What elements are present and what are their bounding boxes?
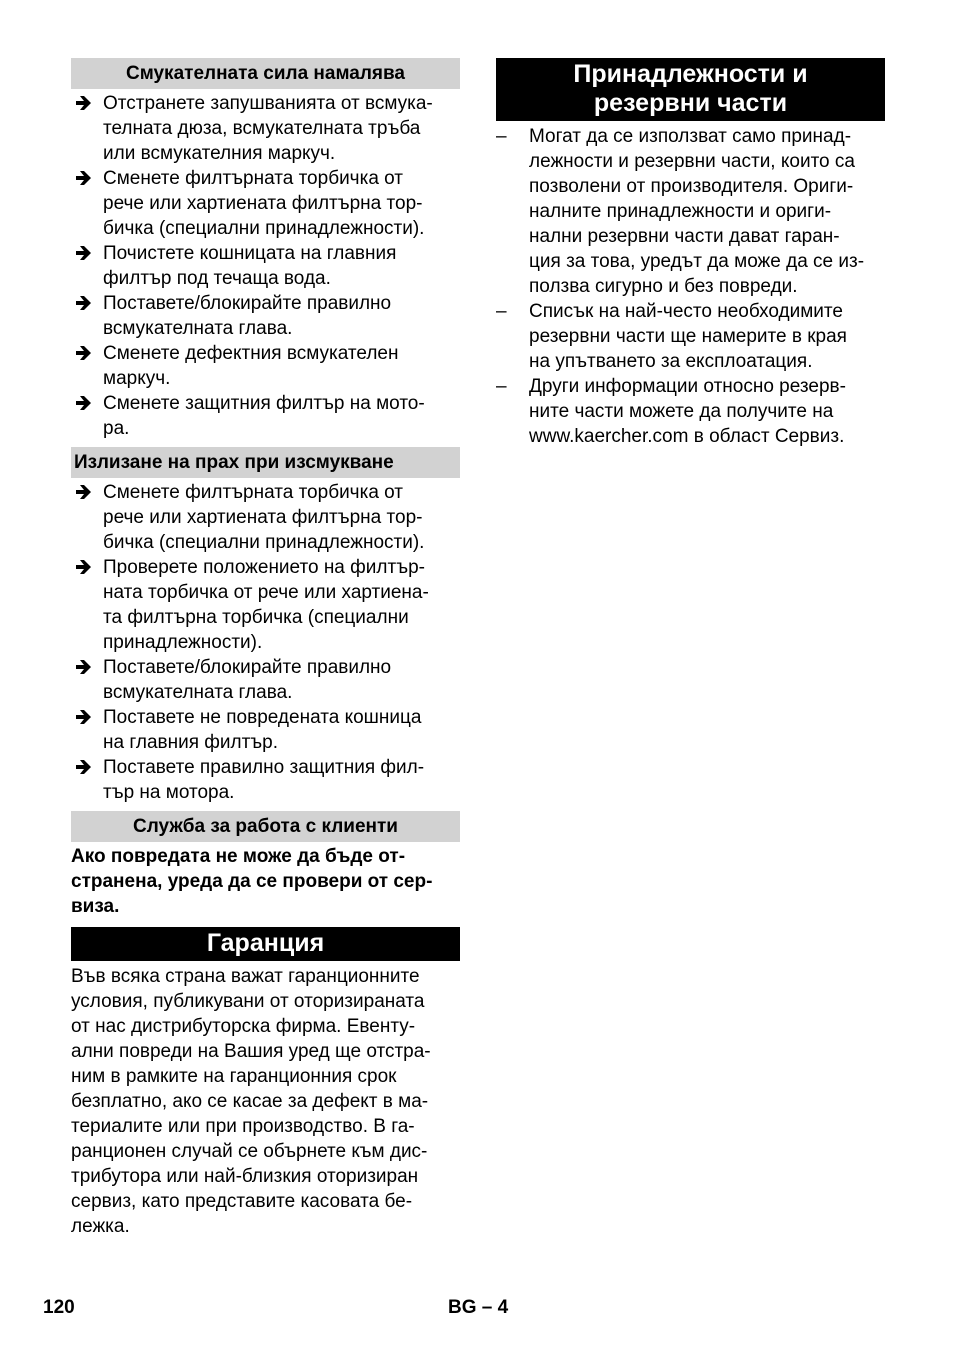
- dust-list: [71, 480, 460, 805]
- list-item-line: бичка (специални принадлежности).: [103, 532, 425, 553]
- warranty-line: сервиз, като представите касовата бе-: [71, 1191, 413, 1212]
- list-item-line: филтър под течаща вода.: [103, 268, 331, 289]
- dash-bullet: –: [496, 126, 507, 147]
- list-item-line: та филтърна торбичка (специални: [103, 607, 409, 628]
- section-heading-warranty: Гаранция: [71, 927, 460, 961]
- service-line: виза.: [71, 896, 120, 917]
- list-item: [71, 91, 460, 166]
- warranty-line: териалите или при производство. В га-: [71, 1116, 415, 1137]
- arrow-right-icon: [75, 293, 93, 313]
- list-item-line: на главния филтър.: [103, 732, 279, 753]
- warranty-line: лежка.: [71, 1216, 130, 1237]
- list-item-line: ната торбичка от рече или хартиена-: [103, 582, 429, 603]
- list-item: [71, 480, 460, 555]
- arrow-right-icon: [75, 557, 93, 577]
- list-item-line: Поставете правилно защитния фил-: [103, 757, 425, 778]
- list-item-line: Списък на най-често необходимите: [529, 301, 843, 322]
- list-item-line: Сменете дефектния всмукателен: [103, 343, 399, 364]
- page-number: 120: [43, 1297, 75, 1318]
- list-item-line: рече или хартиената филтърна тор-: [103, 193, 423, 214]
- list-item-line: всмукателната глава.: [103, 682, 293, 703]
- warranty-line: ним в рамките на гаранционния срок: [71, 1066, 397, 1087]
- warranty-line: Във всяка страна важат гаранционните: [71, 966, 420, 987]
- left-column: [71, 58, 460, 1239]
- section-label: BG – 4: [448, 1297, 509, 1318]
- list-item-line: Сменете защитния филтър на мото-: [103, 393, 425, 414]
- list-item-line: позволени от производителя. Ориги-: [529, 176, 854, 197]
- warranty-line: условия, публикувани от оторизираната: [71, 991, 425, 1012]
- list-item-line: налните принадлежности и ориги-: [529, 201, 832, 222]
- list-item: [71, 755, 460, 805]
- section-heading-accessories: [496, 58, 885, 121]
- list-item-line: ните части можете да получите на: [529, 401, 834, 422]
- list-item-line: телната дюза, всмукателната тръба: [103, 118, 421, 139]
- list-item: [496, 374, 885, 449]
- right-column: [496, 58, 885, 449]
- section-heading-suction: Смукателната сила намалява: [71, 58, 460, 89]
- service-paragraph: [71, 844, 460, 919]
- list-item-line: лежности и резервни части, които са: [529, 151, 855, 172]
- list-item: [496, 299, 885, 374]
- list-item-line: ползва сигурно и без повреди.: [529, 276, 798, 297]
- accessories-heading-line: Принадлежности и: [573, 60, 808, 88]
- list-item: [71, 241, 460, 291]
- list-item-line: ра.: [103, 418, 130, 439]
- section-heading-service: Служба за работа с клиенти: [71, 811, 460, 842]
- service-line: странена, уреда да се провери от сер-: [71, 871, 433, 892]
- warranty-line: ални повреди на Вашия уред ще отстра-: [71, 1041, 431, 1062]
- list-item-line: Сменете филтърната торбичка от: [103, 482, 404, 503]
- list-item: [71, 341, 460, 391]
- list-item-line: бичка (специални принадлежности).: [103, 218, 425, 239]
- list-item-line: Поставете/блокирайте правилно: [103, 657, 392, 678]
- list-item-line: всмукателната глава.: [103, 318, 293, 339]
- arrow-right-icon: [75, 393, 93, 413]
- warranty-line: трибутора или най-близкия оторизиран: [71, 1166, 419, 1187]
- list-item-line: Сменете филтърната торбичка от: [103, 168, 404, 189]
- arrow-right-icon: [75, 757, 93, 777]
- list-item-line: Други информации относно резерв-: [529, 376, 846, 397]
- list-item: [71, 705, 460, 755]
- list-item-line: Поставете/блокирайте правилно: [103, 293, 392, 314]
- warranty-paragraph: [71, 964, 460, 1239]
- arrow-right-icon: [75, 93, 93, 113]
- list-item: [71, 391, 460, 441]
- list-item-line: Могат да се използват само принад-: [529, 126, 852, 147]
- list-item-line: резервни части ще намерите в края: [529, 326, 847, 347]
- accessories-list: [496, 124, 885, 449]
- dash-bullet: –: [496, 376, 507, 397]
- service-line: Ако повредата не може да бъде от-: [71, 846, 406, 867]
- arrow-right-icon: [75, 243, 93, 263]
- list-item: [71, 655, 460, 705]
- list-item-line: Проверете положението на филтър-: [103, 557, 425, 578]
- list-item-line: на упътването за експлоатация.: [529, 351, 813, 372]
- arrow-right-icon: [75, 657, 93, 677]
- list-item-line: или всмукателния маркуч.: [103, 143, 336, 164]
- warranty-line: ранционен случай се обърнете към дис-: [71, 1141, 428, 1162]
- list-item: [71, 291, 460, 341]
- list-item-line: тър на мотора.: [103, 782, 235, 803]
- list-item-line: Поставете не повредената кошница: [103, 707, 422, 728]
- suction-list: [71, 91, 460, 441]
- list-item-line: Почистете кошницата на главния: [103, 243, 397, 264]
- section-heading-dust: Излизане на прах при изсмукване: [71, 447, 460, 478]
- list-item-line: маркуч.: [103, 368, 171, 389]
- arrow-right-icon: [75, 482, 93, 502]
- warranty-line: безплатно, ако се касае за дефект в ма-: [71, 1091, 429, 1112]
- arrow-right-icon: [75, 707, 93, 727]
- list-item: [71, 555, 460, 655]
- arrow-right-icon: [75, 168, 93, 188]
- list-item-line: нални резервни части дават гаран-: [529, 226, 840, 247]
- warranty-line: от нас дистрибуторска фирма. Евенту-: [71, 1016, 416, 1037]
- list-item-line: ция за това, уредът да може да се из-: [529, 251, 865, 272]
- arrow-right-icon: [75, 343, 93, 363]
- list-item: [71, 166, 460, 241]
- list-item-line: www.kaercher.com в област Сервиз.: [529, 426, 845, 447]
- list-item-line: Отстранете запушванията от всмука-: [103, 93, 433, 114]
- dash-bullet: –: [496, 301, 507, 322]
- list-item-line: рече или хартиената филтърна тор-: [103, 507, 423, 528]
- list-item-line: принадлежности).: [103, 632, 263, 653]
- accessories-heading-line: резервни части: [593, 89, 788, 117]
- list-item: [496, 124, 885, 299]
